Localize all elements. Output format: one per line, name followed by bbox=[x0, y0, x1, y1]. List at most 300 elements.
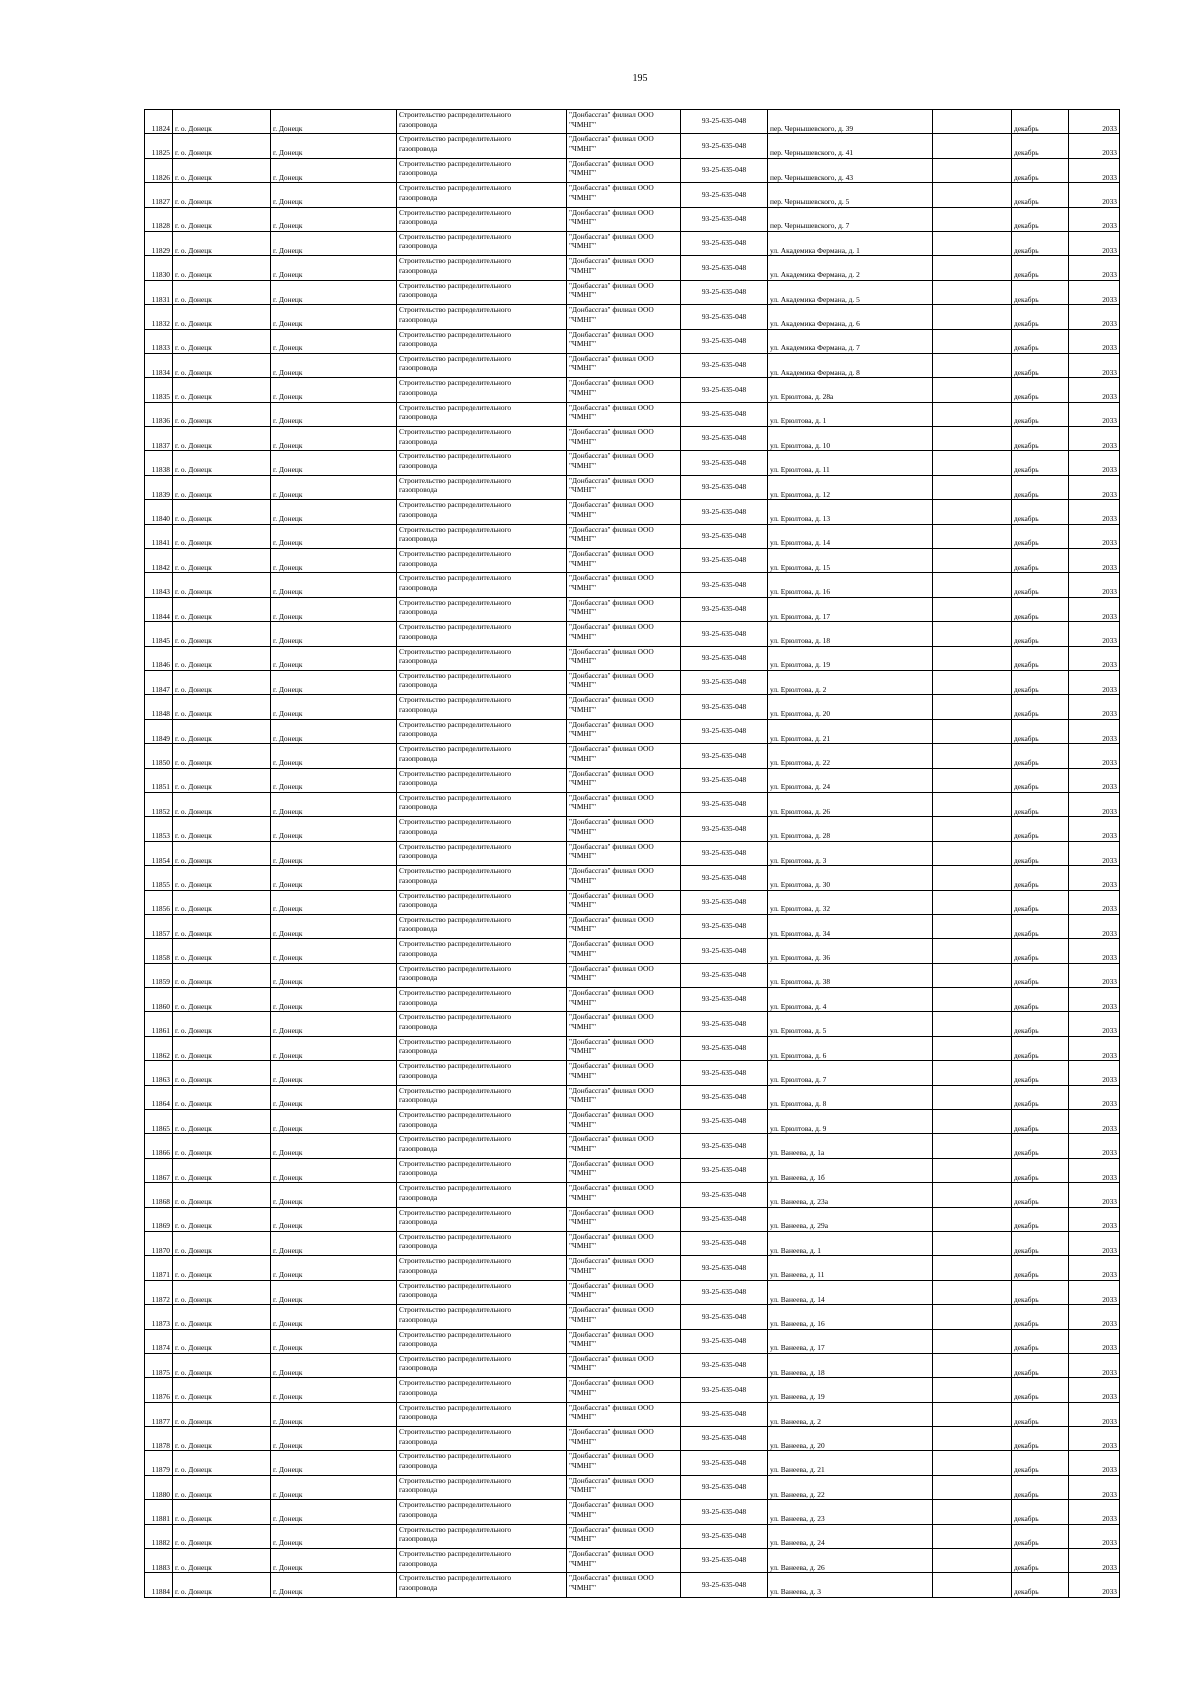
work-type bbox=[397, 622, 567, 646]
row-number: 11880 bbox=[145, 1475, 173, 1499]
address: пер. Чернышевского, д. 43 bbox=[768, 158, 933, 182]
municipality: г. о. Донецк bbox=[173, 256, 271, 280]
completion-month: декабрь bbox=[1012, 353, 1069, 377]
organization-line: "ЧМНГ" bbox=[569, 363, 597, 373]
completion-year: 2033 bbox=[1069, 305, 1120, 329]
address: ул. Академика Фермана, д. 6 bbox=[768, 305, 933, 329]
empty-cell bbox=[933, 1353, 1012, 1377]
empty-cell bbox=[933, 207, 1012, 231]
settlement: г. Донецк bbox=[271, 549, 397, 573]
organization-line: "Донбассгаз" филиал ООО bbox=[569, 1500, 654, 1510]
work-type-line: Строительство распределительного bbox=[399, 841, 512, 851]
address: ул. Ерюлтова, д. 32 bbox=[768, 890, 933, 914]
municipality: г. о. Донецк bbox=[173, 1036, 271, 1060]
settlement: г. Донецк bbox=[271, 963, 397, 987]
row-number: 11869 bbox=[145, 1207, 173, 1231]
organization-line: "ЧМНГ" bbox=[569, 1241, 597, 1251]
work-type-line: газопровода bbox=[399, 826, 438, 836]
organization bbox=[567, 573, 681, 597]
empty-cell bbox=[933, 1183, 1012, 1207]
organization-line: "ЧМНГ" bbox=[569, 704, 597, 714]
completion-year: 2033 bbox=[1069, 841, 1120, 865]
completion-month: декабрь bbox=[1012, 744, 1069, 768]
organization-line: "ЧМНГ" bbox=[569, 973, 597, 983]
municipality: г. о. Донецк bbox=[173, 670, 271, 694]
settlement: г. Донецк bbox=[271, 1012, 397, 1036]
completion-month: декабрь bbox=[1012, 451, 1069, 475]
completion-month: декабрь bbox=[1012, 1256, 1069, 1280]
completion-month: декабрь bbox=[1012, 1305, 1069, 1329]
address: ул. Ерюлтова, д. 4 bbox=[768, 988, 933, 1012]
table-row bbox=[145, 1280, 1120, 1304]
organization-line: "ЧМНГ" bbox=[569, 948, 597, 958]
organization bbox=[567, 1329, 681, 1353]
municipality: г. о. Донецк bbox=[173, 524, 271, 548]
settlement: г. Донецк bbox=[271, 1500, 397, 1524]
work-type bbox=[397, 500, 567, 524]
row-number: 11853 bbox=[145, 817, 173, 841]
organization-line: "Донбассгаз" филиал ООО bbox=[569, 451, 654, 461]
completion-year: 2033 bbox=[1069, 573, 1120, 597]
completion-year: 2033 bbox=[1069, 1036, 1120, 1060]
work-type bbox=[397, 427, 567, 451]
organization-line: "Донбассгаз" филиал ООО bbox=[569, 841, 654, 851]
object-code: 93-25-635-048 bbox=[681, 353, 768, 377]
address: ул. Ванеева, д. 14 bbox=[768, 1280, 933, 1304]
object-code: 93-25-635-048 bbox=[681, 573, 768, 597]
completion-month: декабрь bbox=[1012, 402, 1069, 426]
organization bbox=[567, 914, 681, 938]
completion-year: 2033 bbox=[1069, 329, 1120, 353]
organization-line: "Донбассгаз" филиал ООО bbox=[569, 670, 654, 680]
settlement: г. Донецк bbox=[271, 1427, 397, 1451]
work-type-line: Строительство распределительного bbox=[399, 719, 512, 729]
work-type-line: газопровода bbox=[399, 1290, 438, 1300]
work-type bbox=[397, 1183, 567, 1207]
completion-year: 2033 bbox=[1069, 134, 1120, 158]
table-row bbox=[145, 1061, 1120, 1085]
empty-cell bbox=[933, 1378, 1012, 1402]
completion-year: 2033 bbox=[1069, 1427, 1120, 1451]
completion-month: декабрь bbox=[1012, 524, 1069, 548]
empty-cell bbox=[933, 1231, 1012, 1255]
organization-line: "ЧМНГ" bbox=[569, 192, 597, 202]
work-type-line: Строительство распределительного bbox=[399, 768, 512, 778]
empty-cell bbox=[933, 305, 1012, 329]
object-code: 93-25-635-048 bbox=[681, 1012, 768, 1036]
work-type bbox=[397, 207, 567, 231]
municipality: г. о. Донецк bbox=[173, 963, 271, 987]
municipality: г. о. Донецк bbox=[173, 402, 271, 426]
organization-line: "Донбассгаз" филиал ООО bbox=[569, 695, 654, 705]
settlement: г. Донецк bbox=[271, 1329, 397, 1353]
empty-cell bbox=[933, 256, 1012, 280]
table-row bbox=[145, 817, 1120, 841]
organization-line: "ЧМНГ" bbox=[569, 485, 597, 495]
organization-line: "ЧМНГ" bbox=[569, 1192, 597, 1202]
organization-line: "Донбассгаз" филиал ООО bbox=[569, 646, 654, 656]
completion-month: декабрь bbox=[1012, 622, 1069, 646]
work-type-line: Строительство распределительного bbox=[399, 1500, 512, 1510]
organization-line: "Донбассгаз" филиал ООО bbox=[569, 402, 654, 412]
completion-year: 2033 bbox=[1069, 670, 1120, 694]
address: ул. Ерюлтова, д. 22 bbox=[768, 744, 933, 768]
row-number: 11844 bbox=[145, 597, 173, 621]
work-type-line: газопровода bbox=[399, 1363, 438, 1373]
completion-year: 2033 bbox=[1069, 1231, 1120, 1255]
completion-year: 2033 bbox=[1069, 914, 1120, 938]
row-number: 11884 bbox=[145, 1573, 173, 1597]
empty-cell bbox=[933, 280, 1012, 304]
row-number: 11873 bbox=[145, 1305, 173, 1329]
work-type-line: Строительство распределительного bbox=[399, 353, 512, 363]
empty-cell bbox=[933, 231, 1012, 255]
organization-line: "Донбассгаз" филиал ООО bbox=[569, 1427, 654, 1437]
row-number: 11863 bbox=[145, 1061, 173, 1085]
empty-cell bbox=[933, 1427, 1012, 1451]
work-type-line: газопровода bbox=[399, 729, 438, 739]
table-row bbox=[145, 792, 1120, 816]
work-type bbox=[397, 719, 567, 743]
organization-line: "Донбассгаз" филиал ООО bbox=[569, 256, 654, 266]
work-type-line: Строительство распределительного bbox=[399, 475, 512, 485]
organization-line: "ЧМНГ" bbox=[569, 631, 597, 641]
object-code: 93-25-635-048 bbox=[681, 939, 768, 963]
table-row bbox=[145, 1475, 1120, 1499]
table-row bbox=[145, 1402, 1120, 1426]
organization-line: "ЧМНГ" bbox=[569, 753, 597, 763]
work-type bbox=[397, 1378, 567, 1402]
object-code: 93-25-635-048 bbox=[681, 1427, 768, 1451]
municipality: г. о. Донецк bbox=[173, 914, 271, 938]
work-type-line: Строительство распределительного bbox=[399, 1549, 512, 1559]
organization-line: "Донбассгаз" филиал ООО bbox=[569, 500, 654, 510]
work-type-line: газопровода bbox=[399, 1119, 438, 1129]
address: ул. Ванеева, д. 2 bbox=[768, 1402, 933, 1426]
empty-cell bbox=[933, 451, 1012, 475]
row-number: 11876 bbox=[145, 1378, 173, 1402]
address: ул. Ерюлтова, д. 7 bbox=[768, 1061, 933, 1085]
completion-month: декабрь bbox=[1012, 1378, 1069, 1402]
organization-line: "Донбассгаз" филиал ООО bbox=[569, 1353, 654, 1363]
organization bbox=[567, 280, 681, 304]
work-type-line: Строительство распределительного bbox=[399, 524, 512, 534]
organization-line: "ЧМНГ" bbox=[569, 119, 597, 129]
empty-cell bbox=[933, 817, 1012, 841]
municipality: г. о. Донецк bbox=[173, 1451, 271, 1475]
empty-cell bbox=[933, 1451, 1012, 1475]
organization bbox=[567, 378, 681, 402]
object-code: 93-25-635-048 bbox=[681, 1110, 768, 1134]
completion-year: 2033 bbox=[1069, 524, 1120, 548]
table-row bbox=[145, 744, 1120, 768]
work-type-line: газопровода bbox=[399, 778, 438, 788]
row-number: 11845 bbox=[145, 622, 173, 646]
work-type bbox=[397, 963, 567, 987]
completion-year: 2033 bbox=[1069, 744, 1120, 768]
municipality: г. о. Донецк bbox=[173, 158, 271, 182]
work-type bbox=[397, 1231, 567, 1255]
organization-line: "Донбассгаз" филиал ООО bbox=[569, 524, 654, 534]
work-type-line: газопровода bbox=[399, 582, 438, 592]
work-type-line: Строительство распределительного bbox=[399, 1256, 512, 1266]
work-type-line: газопровода bbox=[399, 192, 438, 202]
work-type-line: газопровода bbox=[399, 314, 438, 324]
completion-month: декабрь bbox=[1012, 1451, 1069, 1475]
settlement: г. Донецк bbox=[271, 914, 397, 938]
table-row bbox=[145, 1549, 1120, 1573]
settlement: г. Донецк bbox=[271, 939, 397, 963]
object-code: 93-25-635-048 bbox=[681, 451, 768, 475]
work-type-line: Строительство распределительного bbox=[399, 329, 512, 339]
object-code: 93-25-635-048 bbox=[681, 1036, 768, 1060]
completion-month: декабрь bbox=[1012, 1134, 1069, 1158]
municipality: г. о. Донецк bbox=[173, 1475, 271, 1499]
empty-cell bbox=[933, 1402, 1012, 1426]
municipality: г. о. Донецк bbox=[173, 427, 271, 451]
address: ул. Ванеева, д. 16 bbox=[768, 1305, 933, 1329]
municipality: г. о. Донецк bbox=[173, 792, 271, 816]
work-type bbox=[397, 549, 567, 573]
organization bbox=[567, 1036, 681, 1060]
organization bbox=[567, 1012, 681, 1036]
work-type bbox=[397, 988, 567, 1012]
work-type bbox=[397, 402, 567, 426]
municipality: г. о. Донецк bbox=[173, 1085, 271, 1109]
organization-line: "Донбассгаз" филиал ООО bbox=[569, 1573, 654, 1583]
completion-year: 2033 bbox=[1069, 500, 1120, 524]
empty-cell bbox=[933, 1110, 1012, 1134]
row-number: 11861 bbox=[145, 1012, 173, 1036]
work-type-line: Строительство распределительного bbox=[399, 207, 512, 217]
completion-year: 2033 bbox=[1069, 1500, 1120, 1524]
object-code: 93-25-635-048 bbox=[681, 841, 768, 865]
work-type-line: Строительство распределительного bbox=[399, 573, 512, 583]
organization-line: "ЧМНГ" bbox=[569, 900, 597, 909]
organization-line: "Донбассгаз" филиал ООО bbox=[569, 1305, 654, 1315]
organization-line: "ЧМНГ" bbox=[569, 1558, 597, 1568]
table-row bbox=[145, 183, 1120, 207]
work-type-line: газопровода bbox=[399, 1534, 438, 1544]
work-type-line: Строительство распределительного bbox=[399, 378, 512, 388]
municipality: г. о. Донецк bbox=[173, 549, 271, 573]
organization-line: "ЧМНГ" bbox=[569, 339, 597, 349]
settlement: г. Донецк bbox=[271, 475, 397, 499]
empty-cell bbox=[933, 670, 1012, 694]
address: ул. Ванеева, д. 17 bbox=[768, 1329, 933, 1353]
completion-year: 2033 bbox=[1069, 110, 1120, 134]
work-type bbox=[397, 158, 567, 182]
settlement: г. Донецк bbox=[271, 1475, 397, 1499]
work-type-line: Строительство распределительного bbox=[399, 817, 512, 827]
completion-year: 2033 bbox=[1069, 1549, 1120, 1573]
work-type bbox=[397, 1573, 567, 1597]
table-row bbox=[145, 207, 1120, 231]
completion-month: декабрь bbox=[1012, 914, 1069, 938]
municipality: г. о. Донецк bbox=[173, 475, 271, 499]
work-type-line: Строительство распределительного bbox=[399, 597, 512, 607]
address: ул. Ванеева, д. 1б bbox=[768, 1158, 933, 1182]
object-code: 93-25-635-048 bbox=[681, 1524, 768, 1548]
municipality: г. о. Донецк bbox=[173, 1134, 271, 1158]
organization-line: "ЧМНГ" bbox=[569, 314, 597, 324]
municipality: г. о. Донецк bbox=[173, 1378, 271, 1402]
completion-month: декабрь bbox=[1012, 1402, 1069, 1426]
organization-line: "Донбассгаз" филиал ООО bbox=[569, 1475, 654, 1485]
completion-month: декабрь bbox=[1012, 207, 1069, 231]
work-type-line: Строительство распределительного bbox=[399, 1305, 512, 1315]
settlement: г. Донецк bbox=[271, 817, 397, 841]
work-type bbox=[397, 646, 567, 670]
organization bbox=[567, 597, 681, 621]
completion-month: декабрь bbox=[1012, 1207, 1069, 1231]
completion-year: 2033 bbox=[1069, 866, 1120, 890]
completion-year: 2033 bbox=[1069, 988, 1120, 1012]
table-row bbox=[145, 256, 1120, 280]
work-type bbox=[397, 744, 567, 768]
completion-year: 2033 bbox=[1069, 817, 1120, 841]
object-code: 93-25-635-048 bbox=[681, 695, 768, 719]
organization-line: "ЧМНГ" bbox=[569, 875, 597, 885]
organization-line: "ЧМНГ" bbox=[569, 1363, 597, 1373]
organization bbox=[567, 646, 681, 670]
address: ул. Ванеева, д. 26 bbox=[768, 1549, 933, 1573]
object-code: 93-25-635-048 bbox=[681, 524, 768, 548]
work-type-line: Строительство распределительного bbox=[399, 451, 512, 461]
address: ул. Ванеева, д. 1а bbox=[768, 1134, 933, 1158]
municipality: г. о. Донецк bbox=[173, 1061, 271, 1085]
organization-line: "ЧМНГ" bbox=[569, 1168, 597, 1178]
municipality: г. о. Донецк bbox=[173, 110, 271, 134]
table-row bbox=[145, 280, 1120, 304]
organization-line: "ЧМНГ" bbox=[569, 1143, 597, 1153]
row-number: 11868 bbox=[145, 1183, 173, 1207]
table-row bbox=[145, 719, 1120, 743]
work-type-line: газопровода bbox=[399, 607, 438, 617]
work-type bbox=[397, 231, 567, 255]
settlement: г. Донецк bbox=[271, 402, 397, 426]
table-row bbox=[145, 768, 1120, 792]
address: ул. Академика Фермана, д. 7 bbox=[768, 329, 933, 353]
completion-month: декабрь bbox=[1012, 817, 1069, 841]
settlement: г. Донецк bbox=[271, 573, 397, 597]
empty-cell bbox=[933, 329, 1012, 353]
row-number: 11857 bbox=[145, 914, 173, 938]
row-number: 11855 bbox=[145, 866, 173, 890]
organization-line: "ЧМНГ" bbox=[569, 1387, 597, 1397]
organization-line: "ЧМНГ" bbox=[569, 607, 597, 617]
completion-year: 2033 bbox=[1069, 402, 1120, 426]
settlement: г. Донецк bbox=[271, 1207, 397, 1231]
municipality: г. о. Донецк bbox=[173, 1549, 271, 1573]
organization bbox=[567, 1280, 681, 1304]
municipality: г. о. Донецк bbox=[173, 305, 271, 329]
address: ул. Ерюлтова, д. 9 bbox=[768, 1110, 933, 1134]
empty-cell bbox=[933, 841, 1012, 865]
table-row bbox=[145, 402, 1120, 426]
completion-year: 2033 bbox=[1069, 207, 1120, 231]
table-row bbox=[145, 158, 1120, 182]
empty-cell bbox=[933, 573, 1012, 597]
organization-line: "Донбассгаз" филиал ООО bbox=[569, 1378, 654, 1388]
municipality: г. о. Донецк bbox=[173, 939, 271, 963]
settlement: г. Донецк bbox=[271, 524, 397, 548]
work-type-line: Строительство распределительного bbox=[399, 1012, 512, 1022]
work-type bbox=[397, 1475, 567, 1499]
organization-line: "Донбассгаз" филиал ООО bbox=[569, 963, 654, 973]
address: ул. Академика Фермана, д. 8 bbox=[768, 353, 933, 377]
work-type-line: газопровода bbox=[399, 1314, 438, 1324]
work-type-line: газопровода bbox=[399, 339, 438, 349]
empty-cell bbox=[933, 110, 1012, 134]
completion-month: декабрь bbox=[1012, 475, 1069, 499]
organization bbox=[567, 183, 681, 207]
settlement: г. Донецк bbox=[271, 1524, 397, 1548]
completion-month: декабрь bbox=[1012, 1012, 1069, 1036]
row-number: 11858 bbox=[145, 939, 173, 963]
settlement: г. Донецк bbox=[271, 1231, 397, 1255]
completion-year: 2033 bbox=[1069, 1256, 1120, 1280]
work-type bbox=[397, 1500, 567, 1524]
organization-line: "Донбассгаз" филиал ООО bbox=[569, 549, 654, 559]
settlement: г. Донецк bbox=[271, 1183, 397, 1207]
work-type-line: газопровода bbox=[399, 143, 438, 153]
work-type bbox=[397, 1085, 567, 1109]
completion-month: декабрь bbox=[1012, 1353, 1069, 1377]
object-code: 93-25-635-048 bbox=[681, 1183, 768, 1207]
table-row bbox=[145, 1500, 1120, 1524]
address: ул. Ванеева, д. 24 bbox=[768, 1524, 933, 1548]
work-type-line: Строительство распределительного bbox=[399, 1427, 512, 1437]
completion-year: 2033 bbox=[1069, 1305, 1120, 1329]
empty-cell bbox=[933, 1012, 1012, 1036]
completion-year: 2033 bbox=[1069, 1158, 1120, 1182]
empty-cell bbox=[933, 378, 1012, 402]
row-number: 11841 bbox=[145, 524, 173, 548]
work-type bbox=[397, 914, 567, 938]
address: ул. Ерюлтова, д. 28а bbox=[768, 378, 933, 402]
work-type bbox=[397, 1158, 567, 1182]
organization-line: "ЧМНГ" bbox=[569, 851, 597, 861]
organization-line: "ЧМНГ" bbox=[569, 387, 597, 397]
row-number: 11878 bbox=[145, 1427, 173, 1451]
organization bbox=[567, 402, 681, 426]
work-type-line: Строительство распределительного bbox=[399, 110, 512, 119]
organization bbox=[567, 1061, 681, 1085]
organization-line: "ЧМНГ" bbox=[569, 1534, 597, 1544]
row-number: 11829 bbox=[145, 231, 173, 255]
object-code: 93-25-635-048 bbox=[681, 280, 768, 304]
row-number: 11827 bbox=[145, 183, 173, 207]
row-number: 11870 bbox=[145, 1231, 173, 1255]
organization-line: "ЧМНГ" bbox=[569, 143, 597, 153]
work-type bbox=[397, 670, 567, 694]
work-type-line: Строительство распределительного bbox=[399, 500, 512, 510]
organization bbox=[567, 451, 681, 475]
settlement: г. Донецк bbox=[271, 988, 397, 1012]
work-type-line: Строительство распределительного bbox=[399, 549, 512, 559]
empty-cell bbox=[933, 622, 1012, 646]
work-type bbox=[397, 1012, 567, 1036]
address: пер. Чернышевского, д. 39 bbox=[768, 110, 933, 134]
address: ул. Ванеева, д. 21 bbox=[768, 1451, 933, 1475]
organization-line: "ЧМНГ" bbox=[569, 1436, 597, 1446]
work-type-line: газопровода bbox=[399, 1021, 438, 1031]
empty-cell bbox=[933, 695, 1012, 719]
completion-month: декабрь bbox=[1012, 378, 1069, 402]
organization bbox=[567, 1427, 681, 1451]
completion-month: декабрь bbox=[1012, 1475, 1069, 1499]
